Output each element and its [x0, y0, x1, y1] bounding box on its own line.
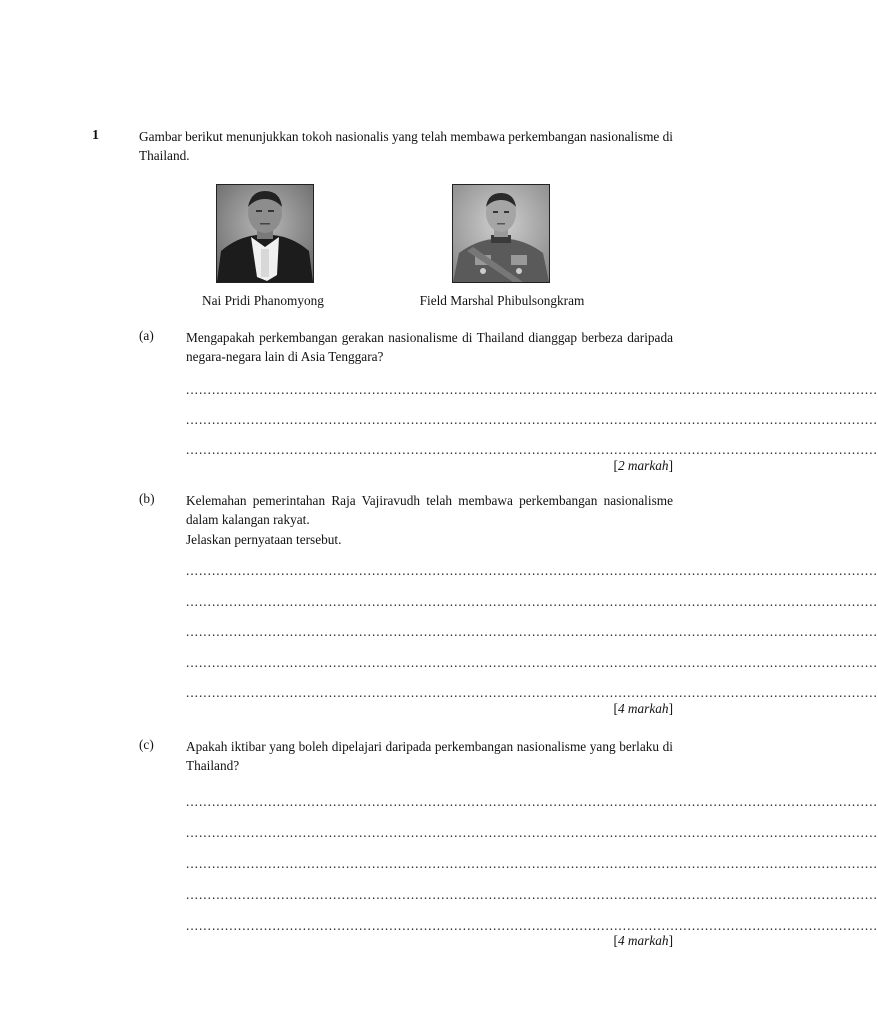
answer-line[interactable]: ................................................................................................................................................................ [186, 442, 878, 457]
answer-line[interactable]: ................................................................................................................................................................ [186, 624, 878, 639]
answer-line[interactable]: ................................................................................................................................................................ [186, 825, 878, 840]
answer-line[interactable]: ................................................................................................................................................................ [186, 594, 878, 609]
answer-line[interactable]: ................................................................................................................................................................ [186, 887, 878, 902]
question-number: 1 [92, 128, 99, 143]
question-intro: Gambar berikut menunjukkan tokoh nasionalis yang telah membawa perkembangan nasionalisme di Thailand. [139, 129, 673, 163]
portrait-photo-phibulsongkram [452, 184, 550, 283]
part-a-marks: [2 markah] [613, 458, 673, 473]
part-b-question: Kelemahan pemerintahan Raja Vajiravudh telah membawa perkembangan nasionalisme dalam kalangan rakyat. [186, 493, 673, 527]
answer-line[interactable]: ................................................................................................................................................................ [186, 655, 878, 670]
answer-line[interactable]: ................................................................................................................................................................ [186, 918, 878, 933]
portrait-phibulsongkram-image [453, 185, 549, 282]
answer-line[interactable]: ................................................................................................................................................................ [186, 412, 878, 427]
part-c-label: (c) [139, 737, 154, 752]
part-a-label: (a) [139, 328, 154, 343]
part-b-label: (b) [139, 491, 155, 506]
answer-line[interactable]: ................................................................................................................................................................ [186, 794, 878, 809]
part-b-instruction: Jelaskan pernyataan tersebut. [186, 532, 342, 547]
part-a-question: Mengapakah perkembangan gerakan nasionalisme di Thailand dianggap berbeza daripada negara-negara lain di Asia Tenggara? [186, 330, 673, 364]
figure-caption-pridi: Nai Pridi Phanomyong [202, 293, 324, 308]
figure-caption-phibulsongkram: Field Marshal Phibulsongkram [419, 293, 585, 308]
part-c-question: Apakah iktibar yang boleh dipelajari daripada perkembangan nasionalisme yang berlaku di Thailand? [186, 739, 673, 773]
answer-line[interactable]: ................................................................................................................................................................ [186, 685, 878, 700]
answer-line[interactable]: ................................................................................................................................................................ [186, 563, 878, 578]
part-c-marks: [4 markah] [613, 933, 673, 948]
answer-line[interactable]: ................................................................................................................................................................ [186, 856, 878, 871]
portrait-pridi-image [217, 185, 313, 282]
portrait-photo-pridi [216, 184, 314, 283]
part-b-marks: [4 markah] [613, 701, 673, 716]
answer-line[interactable]: ................................................................................................................................................................ [186, 382, 878, 397]
